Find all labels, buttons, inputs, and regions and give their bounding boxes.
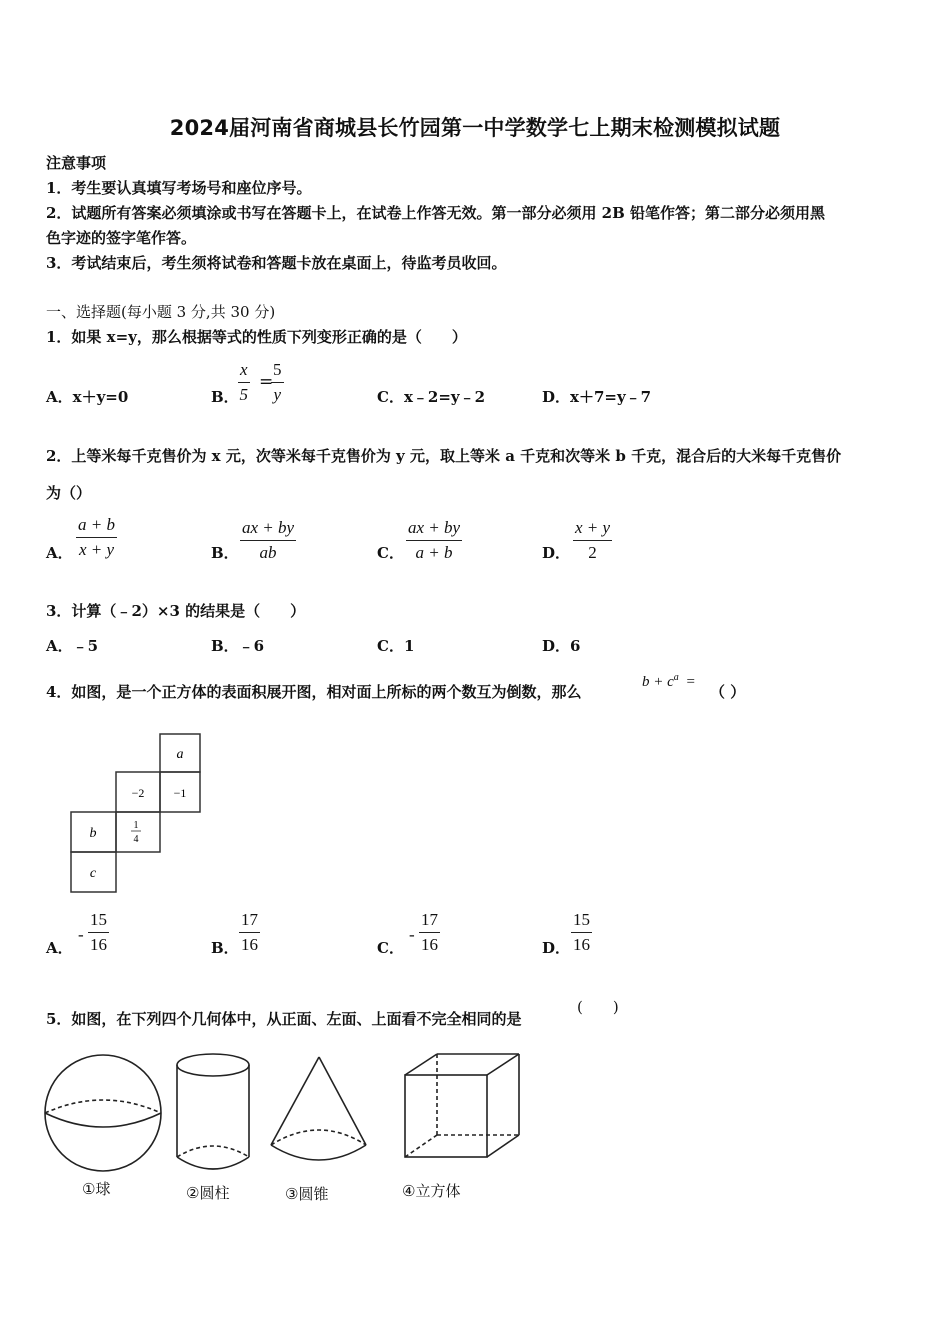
- q1-b-den1: 5: [239, 385, 249, 404]
- q4-option-b-frac: [239, 910, 260, 955]
- q2-option-c-frac: [406, 518, 462, 563]
- notice-heading: 注意事项: [46, 154, 107, 172]
- q4-expr-base: b + c: [642, 674, 674, 690]
- q2-stem-line1: 2．上等米每千克售价为 x 元，次等米每千克售价为 y 元，取上等米 a 千克和次等米 b 千克，混合后的大米每千克售价: [46, 447, 842, 465]
- caption-cube: ④立方体: [402, 1182, 461, 1200]
- q5-paren: ( ): [577, 998, 619, 1016]
- q4-c-sign: -: [409, 925, 415, 944]
- q4-option-a-frac: [88, 910, 109, 955]
- q1-stem: 1．如果 x=y，那么根据等式的性质下列变形正确的是（ ）: [46, 328, 467, 346]
- q3-option-d: D．6: [542, 637, 581, 655]
- q1-option-c: C．x﹣2=y﹣2: [377, 388, 486, 406]
- caption-cone: ③圆锥: [285, 1185, 329, 1203]
- q2-option-a-label: A．: [46, 544, 73, 562]
- q4-option-d-frac: [571, 910, 592, 955]
- q3-stem: 3．计算（﹣2）×3 的结果是（ ）: [46, 602, 306, 620]
- q4-d-num: 15: [571, 910, 592, 933]
- q4-c-num: 17: [419, 910, 440, 933]
- q4-a-num: 15: [88, 910, 109, 933]
- q4-option-b-label: B．: [211, 939, 239, 957]
- q1-option-b-frac1: [238, 360, 250, 405]
- q1-option-d: D．x＋7=y﹣7: [542, 388, 652, 406]
- q4-option-c-label: C．: [377, 939, 404, 957]
- q2-a-num: a + b: [76, 515, 117, 538]
- q1-option-a: A．x＋y=0: [46, 388, 129, 406]
- net-label-q-num: 1: [133, 820, 139, 831]
- q2-c-den: a + b: [415, 543, 453, 562]
- sphere-shape: [45, 1055, 161, 1171]
- cone-shape: [271, 1057, 366, 1160]
- q2-stem-line2: 为（）: [46, 484, 92, 502]
- cylinder-shape: [177, 1054, 249, 1169]
- q2-c-num: ax + by: [406, 518, 462, 541]
- q1-b-den2: y: [273, 385, 282, 404]
- cube-shape: [405, 1054, 519, 1157]
- q3-option-c: C．1: [377, 637, 415, 655]
- net-label-c: c: [89, 866, 97, 881]
- q4-expr-eq: =: [686, 674, 695, 690]
- q5-stem: 5．如图，在下列四个几何体中，从正面、左面、上面看不完全相同的是: [46, 1010, 522, 1028]
- notice-line-2b: 色字迹的签字笔作答。: [46, 229, 197, 247]
- net-label-m2: −2: [131, 786, 145, 800]
- q3-option-a: A．﹣5: [46, 637, 99, 655]
- section-heading: 一、选择题(每小题 3 分,共 30 分): [46, 303, 276, 321]
- q2-option-c-label: C．: [377, 544, 404, 562]
- q4-a-sign: -: [78, 925, 84, 944]
- caption-cylinder: ②圆柱: [186, 1184, 230, 1202]
- q4-option-c-frac: [419, 910, 440, 955]
- q2-d-num: x + y: [573, 518, 612, 541]
- q1-b-num1: x: [238, 360, 250, 383]
- q4-paren: （ ）: [710, 683, 746, 701]
- q4-option-d-label: D．: [542, 939, 571, 957]
- net-label-q-den: 4: [133, 834, 139, 845]
- q4-expr-sup: a: [673, 672, 679, 683]
- q2-d-den: 2: [588, 543, 597, 562]
- q1-option-b-label: B．: [211, 388, 239, 406]
- q2-option-d-frac: [573, 518, 612, 563]
- q1-option-b-frac2: [271, 360, 284, 405]
- notice-line-2a: 2．试题所有答案必须填涂或书写在答题卡上，在试卷上作答无效。第一部分必须用 2B 铅笔作答；第二部分必须用黑: [46, 204, 826, 222]
- q2-b-num: ax + by: [240, 518, 296, 541]
- q2-b-den: ab: [259, 543, 277, 562]
- notice-line-3: 3．考试结束后，考生须将试卷和答题卡放在桌面上，待监考员收回。: [46, 254, 507, 272]
- q2-option-d-label: D．: [542, 544, 571, 562]
- net-label-a: a: [176, 747, 184, 762]
- caption-sphere: ①球: [82, 1180, 111, 1198]
- q4-option-a-label: A．: [46, 939, 73, 957]
- q2-option-b-frac: [240, 518, 296, 563]
- q2-option-b-label: B．: [211, 544, 239, 562]
- net-cell-quarter: [116, 812, 160, 852]
- q1-b-num2: 5: [271, 360, 284, 383]
- q4-c-den: 16: [421, 935, 438, 954]
- q1-b-eq: =: [259, 372, 274, 392]
- net-label-b: b: [89, 826, 97, 841]
- q2-a-den: x + y: [78, 540, 115, 559]
- q4-expression: [642, 672, 695, 691]
- q2-option-a-frac: [76, 515, 117, 560]
- q4-stem: 4．如图，是一个正方体的表面积展开图，相对面上所标的两个数互为倒数，那么: [46, 683, 582, 701]
- q3-option-b: B．﹣6: [211, 637, 265, 655]
- q4-d-den: 16: [573, 935, 590, 954]
- net-label-m1: −1: [173, 786, 187, 800]
- q4-b-den: 16: [241, 935, 258, 954]
- page-title: 2024届河南省商城县长竹园第一中学数学七上期末检测模拟试题: [169, 116, 781, 140]
- notice-line-1: 1．考生要认真填写考场号和座位序号。: [46, 179, 312, 197]
- q4-b-num: 17: [239, 910, 260, 933]
- q4-a-den: 16: [90, 935, 107, 954]
- cube-net-figure: [66, 730, 206, 898]
